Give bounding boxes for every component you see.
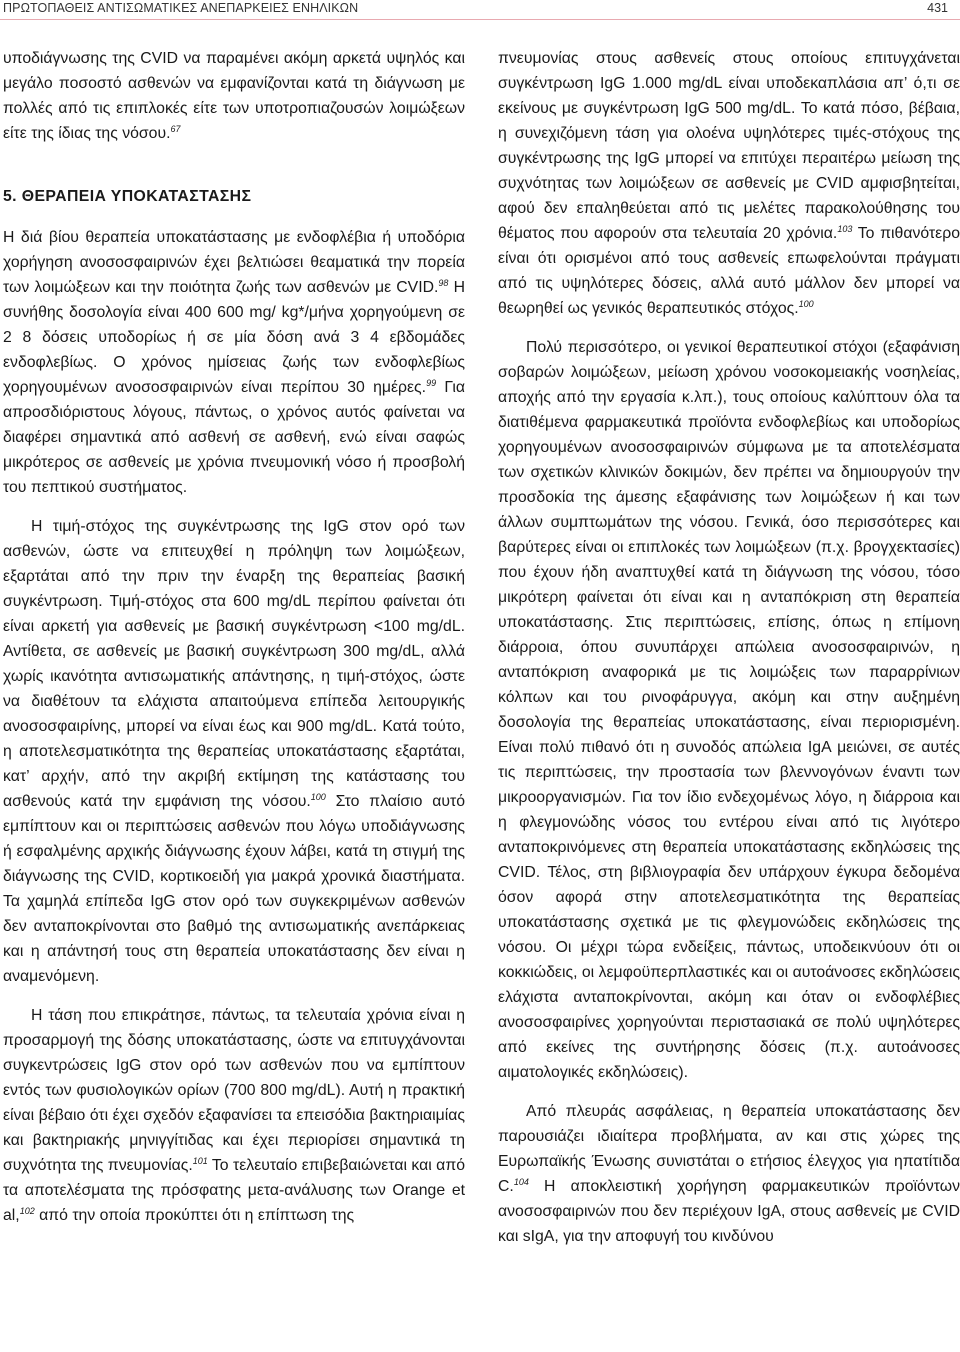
paragraph-continued: πνευμονίας στους ασθενείς στους οποίους επιτυγχάνεται συγκέντρωση IgG 1.000 mg/dL είναι υποδεκαπλάσια απ’ ό,τι σε εκείνους με συγκέντρωση IgG 500 mg/dL. Το κατά πόσο, βέβαια, η συνεχιζόμενη τάση για ολοένα υψηλότερες τιμές-στόχους της συγκέντρωσης της IgG μπορεί να επιτύχει περαιτέρω μείωση της συχνότητας των λοιμώξεων σε ασθενείς με CVID αμφισβητείται, αφού δεν επαληθεύεται από τις μελέτες παρακολούθησης του θέματος που αφορούν στα τελευταία 20 χρόνια.$^{103}$ Το πιθανότερο είναι ότι ορισμένοι από τους ασθενείς επωφελούνται πράγματι από τις υψηλότερες δόσεις, αλλά αυτό μάλλον δεν μπορεί να θεωρηθεί ως γενικός θεραπευτικός στόχος.$^{100}$ xyxy=(498,50,960,317)
citation: 100 xyxy=(798,299,814,309)
running-header xyxy=(0,0,960,18)
section-heading: 5. ΘΕΡΑΠΕΙΑ ΥΠΟΚΑΤΑΣΤΑΣΗΣ xyxy=(3,188,252,205)
paragraph: Η διά βίου θεραπεία υποκατάστασης με ενδοφλέβια ή υποδόρια χορήγηση ανοσοσφαιρινών έχει βελτιώσει θεαματικά την πορεία των λοιμώξεων και την ποιότητα ζωής των ασθενών με CVID.$^{98}$ Η συνήθης δοσολογία είναι 400 600 mg/ kg*/μήνα χορηγούμενη σε 2 8 δόσεις υποδορίως ή σε μία δόση ανά 3 4 εβδομάδες ενδοφλεβίως. Ο χρόνος ημίσειας ζωής των ενδοφλεβίως χορηγουμένων ανοσοσφαιρινών είναι περίπου 30 ημέρες.$^{99}$ Για απροσδιόριστους λόγους, πάντως, ο χρόνος αυτός φαίνεται να διαφέρει σημαντικά από ασθενή σε ασθενή, ενώ είναι σαφώς μικρότερος σε ασθενείς με χρόνια πνευμονική νόσο ή προσβολή του πεπτικού συστήματος. xyxy=(3,229,465,496)
running-title: ΠΡΩΤΟΠΑΘΕΙΣ ΑΝΤΙΣΩΜΑΤΙΚΕΣ ΑΝΕΠΑΡΚΕΙΕΣ ΕΝΗΛΙΚΩΝ xyxy=(3,1,359,15)
left-column xyxy=(3,46,465,1228)
right-column xyxy=(498,46,960,1249)
citation: 98 xyxy=(438,278,449,288)
citation: 100 xyxy=(310,792,326,802)
paragraph: Η τάση που επικράτησε, πάντως, τα τελευταία χρόνια είναι η προσαρμογή της δόσης υποκατάστασης, ώστε να επιτυγχάνονται συγκεντρώσεις IgG στον ορό των ασθενών που να εμπίπτουν εντός των φυσιολογικών ορίων (700 800 mg/dL). Αυτή η πρακτική είναι βέβαιο ότι έχει σχεδόν εξαφανίσει τα επεισόδια βακτηριαιμίας και βακτηριακής μηνιγγίτιδας και έχει περιορίσει σημαντικά τη συχνότητα της πνευμονίας.$^{101}$ Το τελευταίο επιβεβαιώνεται και από τα αποτελέσματα της πρόσφατης μετα-ανάλυσης των Orange et al,$^{102}$ από την οποία προκύπτει ότι η επίπτωση της xyxy=(3,1007,465,1224)
header-rule xyxy=(0,19,960,20)
citation: 103 xyxy=(837,224,853,234)
paragraph: Πολύ περισσότερο, οι γενικοί θεραπευτικοί στόχοι (εξαφάνιση σοβαρών λοιμώξεων, μείωση χρόνου νοσοκομειακής νοσηλείας, αποχής από την εργασία κ.λπ.), τους οποίους καλύπτουν όλα τα διατιθέμενα φαρμακευτικά προϊόντα ενδοφλεβίως και υποδορίως χορηγουμένων ανοσοσφαιρινών σύμφωνα με τα αποτελέσματα των σχετικών κλινικών δοκιμών, δεν πρέπει να δημιουργούν την προσδοκία της άμεσης εξαφάνισης των λοιμώξεων ή και των άλλων συμπτωμάτων της νόσου. Γενικά, όσο περισσότερες και βαρύτερες είναι οι επιπλοκές των λοιμώξεων (π.χ. βρογχεκτασίες) που έχουν ήδη αναπτυχθεί κατά τη διάγνωση της νόσου, τόσο μικρότερη φαίνεται ότι είναι και η ανταπόκριση στη θεραπεία υποκατάστασης. Στις περιπτώσεις, επίσης, όπως η επίμονη διάρροια, όπου συνυπάρχει απώλεια ανοσοσφαιρινών, η ανταπόκριση αναφορικά με τις λοιμώξεις των παραρρίνιων κόλπων και του ρινοφάρυγγα, ακόμη και στην αυξημένη δοσολογία της θεραπείας υποκατάστασης, είναι περιορισμένη. Είναι πολύ πιθανό ότι η συνοδός απώλεια IgA μειώνει, σε αυτές τις περιπτώσεις, την προστασία των βλεννογόνων έναντι των μικροοργανισμών. Για τον ίδιο ενδεχομένως λόγο, η διάρροια και η φλεγμονώδης νόσος του εντέρου είναι από τις λιγότερο ανταποκρινόμενες στη θεραπεία υποκατάστασης εκδηλώσεις της CVID. Τέλος, στη βιβλιογραφία δεν υπάρχουν έγκυρα δεδομένα όσον αφορά στην αποτελεσματικότητα της θεραπείας υποκατάστασης σχετικά με τις φλεγμονώδεις εκδηλώσεις της νόσου. Οι μέχρι τώρα ενδείξεις, πάντως, υποδεικνύουν ότι οι κοκκιώδεις, οι λεμφοϋπερπλαστικές και οι αυτοάνοσες εκδηλώσεις ελάχιστα ανταποκρίνονται, ακόμη και όταν οι ενδοφλέβιες ανοσοσφαιρίνες χορηγούνται περιστασιακά σε πολύ υψηλότερες από εκείνες της συντήρησης δόσεις (π.χ. αυτοάνοσες αιματολογικές εκδηλώσεις). xyxy=(498,339,960,1081)
citation: 102 xyxy=(19,1206,35,1216)
paragraph-continued: υποδιάγνωσης της CVID να παραμένει ακόμη αρκετά υψηλός και μεγάλο ποσοστό ασθενών να εμφανίζονται κατά τη διάγνωση με πολλές από τις επιπλοκές είτε των υποτροπιαζουσών λοιμώξεων είτε της ίδιας της νόσου.$^{67}$ xyxy=(3,50,465,142)
citation: 67 xyxy=(170,124,181,134)
citation: 101 xyxy=(192,1156,208,1166)
citation: 104 xyxy=(513,1177,529,1187)
citation: 99 xyxy=(426,378,437,388)
paragraph: Από πλευράς ασφάλειας, η θεραπεία υποκατάστασης δεν παρουσιάζει ιδιαίτερα προβλήματα, αν και στις χώρες της Ευρωπαϊκής Ένωσης συνιστάται ο ετήσιος έλεγχος για ηπατίτιδα C.$^{104}$ Η αποκλειστική χορήγηση φαρμακευτικών προϊόντων ανοσοσφαιρινών που δεν περιέχουν IgA, στους ασθενείς με CVID και sIgA, για την αποφυγή του κινδύνου xyxy=(498,1103,960,1245)
page-number: 431 xyxy=(927,1,948,15)
paragraph: Η τιμή-στόχος της συγκέντρωσης της IgG στον ορό των ασθενών, ώστε να επιτευχθεί η πρόληψη των λοιμώξεων, εξαρτάται από την πριν την έναρξη της θεραπείας βασική συγκέντρωση. Τιμή-στόχος στα 600 mg/dL περίπου φαίνεται ότι είναι αρκετή για ασθενείς με βασική συγκέντρωση <100 mg/dL. Αντίθετα, σε ασθενείς με βασική συγκέντρωση 300 mg/dL, αλλά χωρίς ικανότητα αντισωματικής απάντησης, η τιμή-στόχος, ώστε να διαθέτουν τα ελάχιστα απαιτούμενα επίπεδα λειτουργικής ανοσοσφαιρίνης, μπορεί να είναι έως και 900 mg/dL. Κατά τούτο, η αποτελεσματικότητα της θεραπείας υποκατάστασης εξαρτάται, κατ’ αρχήν, από την ακριβή εκτίμηση της κατάστασης του ασθενούς κατά την εμφάνιση της νόσου.$^{100}$ Στο πλαίσιο αυτό εμπίπτουν και οι περιπτώσεις ασθενών που λόγω υποδιάγνωσης ή εσφαλμένης αρχικής διάγνωσης έχουν λάβει, κατά τη στιγμή της διάγνωσης της CVID, κορτικοειδή για μακρά χρονικά διαστήματα. Τα χαμηλά επίπεδα IgG στον ορό των συγκεκριμένων ασθενών δεν ανταποκρίνονται στο βαθμό της αντισωματικής ανεπάρκειας και η απάντησή τους στη θεραπεία υποκατάστασης δεν είναι η αναμενόμενη. xyxy=(3,518,465,985)
